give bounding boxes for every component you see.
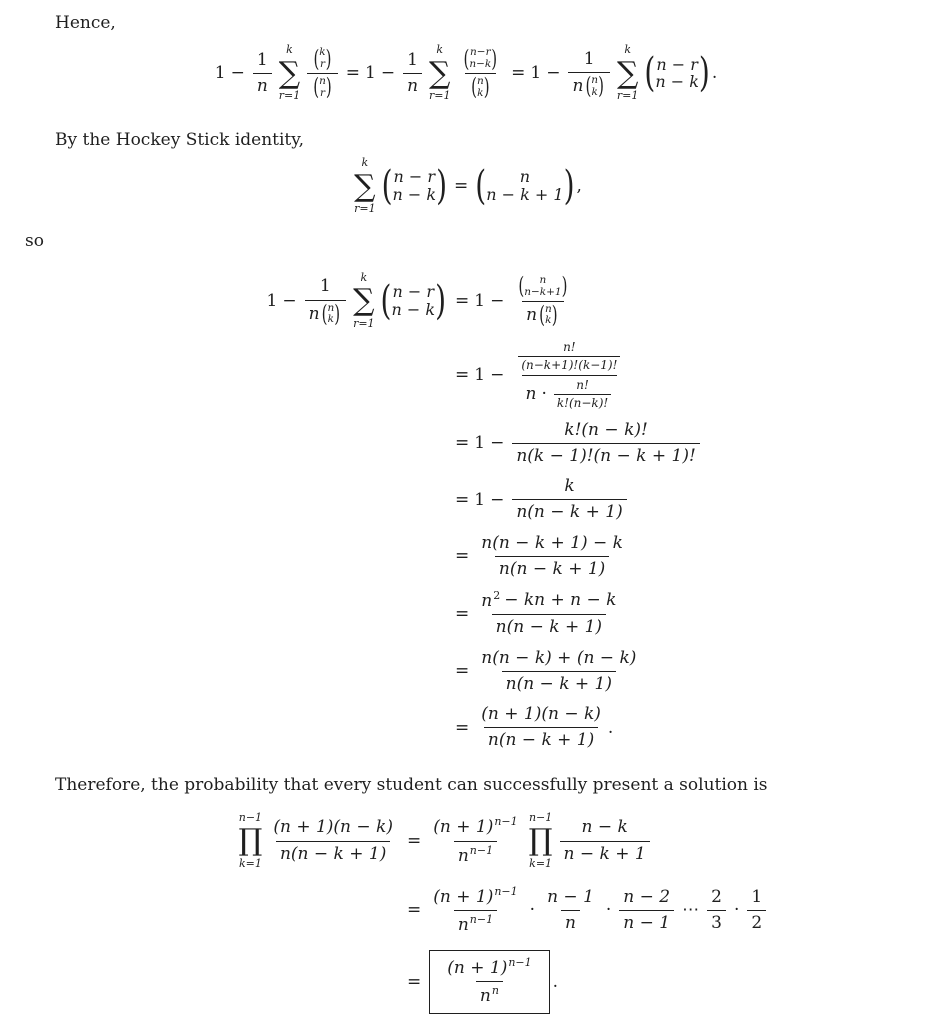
fraction — [269, 817, 397, 865]
binomial-entries — [327, 303, 334, 327]
product-lower-limit: k=1 — [529, 856, 553, 870]
equation-line — [450, 589, 623, 639]
power-term — [458, 844, 493, 867]
math-group — [526, 378, 614, 411]
denominator: n − 1 — [619, 910, 674, 934]
sigma-symbol: ∑ — [353, 283, 375, 319]
sum-lower-limit: r=1 — [429, 89, 451, 103]
display-equation-1 — [0, 44, 932, 103]
equals-operator: = — [511, 63, 526, 84]
denominator: n — [403, 73, 422, 97]
minus-operator: − — [282, 291, 297, 312]
paragraph-so: so — [25, 230, 44, 251]
numerator — [477, 589, 620, 614]
fraction — [307, 44, 337, 101]
superscript: n−1 — [508, 956, 532, 969]
binomial-bottom: k — [327, 313, 334, 326]
sum-upper-limit: k — [360, 270, 368, 284]
derivation-rhs — [450, 272, 932, 329]
power-term — [481, 589, 500, 612]
numerator: 1 — [256, 49, 268, 70]
derivation-lhs — [0, 272, 450, 331]
right-paren: ) — [561, 272, 568, 301]
numerator: n(n − k + 1) − k — [481, 532, 623, 553]
fraction — [512, 476, 626, 524]
numerator: n − k — [581, 817, 628, 838]
denominator: n(k − 1)!(n − k + 1)! — [512, 443, 699, 467]
left-paren: ( — [313, 44, 320, 73]
binomial-bottom: r — [319, 86, 325, 99]
denominator — [568, 72, 609, 99]
equation-line — [267, 272, 448, 331]
binomial-top: n − r — [392, 282, 435, 302]
sigma-symbol: ∑ — [354, 168, 376, 204]
right-paren: ) — [436, 161, 448, 210]
binomial-bottom: n−k+1 — [524, 285, 562, 298]
numerator: 1 — [583, 48, 595, 69]
derivation-block — [0, 272, 932, 752]
right-paren: ) — [334, 299, 341, 328]
equation-line — [450, 533, 630, 581]
product-lower-limit: k=1 — [238, 856, 262, 870]
superscript: 2 — [493, 589, 501, 603]
fraction — [477, 589, 620, 639]
binomial — [381, 161, 448, 210]
binomial-top: n — [519, 167, 531, 187]
numerator — [512, 272, 573, 301]
paragraph-hence: Hence, — [55, 13, 116, 33]
fraction — [443, 956, 535, 1008]
binomial — [471, 73, 490, 101]
math-number: 1 — [266, 291, 278, 312]
binomial-top: n − r — [393, 167, 436, 187]
denominator: (n−k+1)!(k−1)! — [518, 356, 620, 373]
binomial-bottom: n − k — [655, 72, 699, 92]
right-paren: ) — [325, 44, 332, 73]
power-term — [433, 815, 517, 838]
base: n — [479, 986, 491, 1007]
fraction — [403, 50, 422, 98]
binomial-top: n — [544, 302, 552, 315]
cdot-operator: · — [529, 900, 536, 921]
sum-operator — [429, 44, 450, 103]
binomial-entries — [591, 75, 598, 99]
sum-operator — [353, 272, 374, 331]
superscript: n−1 — [494, 884, 518, 898]
sum-upper-limit: k — [286, 43, 293, 57]
denominator: k!(n−k)! — [554, 394, 611, 411]
base: (n + 1) — [433, 817, 494, 838]
fraction — [554, 378, 611, 411]
cdot-operator: · — [733, 900, 740, 921]
binomial-bottom: k — [477, 86, 484, 99]
cdot-operator: · — [541, 383, 547, 404]
superscript: n−1 — [494, 815, 518, 829]
math-run: − kn + n − k — [504, 590, 617, 611]
equals-operator: = — [455, 433, 470, 454]
power-term — [433, 885, 517, 908]
equation-line — [402, 950, 558, 1014]
base: n — [481, 591, 493, 612]
minus-operator: − — [490, 365, 505, 386]
boxed-answer — [429, 950, 549, 1014]
left-paren: ( — [463, 44, 470, 73]
variable-n: n — [572, 75, 584, 96]
fraction — [512, 272, 573, 329]
binomial — [313, 44, 332, 73]
fraction — [512, 420, 699, 468]
math-group — [572, 71, 605, 100]
derivation-rhs — [450, 704, 932, 752]
numerator: 1 — [751, 886, 763, 907]
binomial — [518, 272, 568, 301]
left-paren: ( — [539, 300, 545, 329]
numerator — [429, 815, 521, 840]
equation-line — [402, 885, 769, 937]
math-number: 1 — [474, 489, 486, 510]
denominator: n(n − k + 1) — [495, 556, 609, 580]
derivation-rhs — [450, 533, 932, 581]
derivation-rhs — [450, 340, 932, 411]
pi-symbol: ∏ — [238, 823, 263, 859]
sum-upper-limit: k — [624, 43, 631, 57]
fraction — [560, 817, 650, 865]
numerator — [458, 44, 504, 73]
derivation-rhs — [450, 648, 932, 696]
paragraph-hockey-stick: By the Hockey Stick identity, — [55, 129, 305, 150]
equals-operator: = — [407, 831, 422, 852]
left-paren: ( — [644, 48, 656, 97]
comma: , — [576, 176, 582, 197]
sum-upper-limit: k — [361, 155, 369, 169]
sum-lower-limit: r=1 — [353, 316, 375, 330]
numerator: k!(n − k)! — [564, 419, 648, 440]
fraction — [429, 885, 521, 937]
denominator: n(n − k + 1) — [484, 727, 598, 751]
fraction — [518, 340, 620, 373]
binomial-entries — [319, 76, 326, 100]
left-paren: ( — [518, 272, 525, 301]
period: . — [552, 971, 559, 992]
fraction — [253, 50, 272, 98]
equation-line — [350, 157, 582, 216]
numerator: (n + 1)(n − k) — [273, 817, 393, 838]
equation-line — [450, 340, 629, 411]
right-paren: ) — [563, 161, 575, 210]
math-number: 1 — [474, 365, 486, 386]
derivation-rhs — [450, 476, 932, 524]
period: . — [711, 63, 718, 84]
superscript: n — [491, 984, 499, 998]
binomial — [475, 161, 575, 210]
binomial-entries — [655, 56, 699, 92]
equals-operator: = — [454, 176, 469, 197]
denominator: n — [253, 73, 272, 97]
fraction — [477, 533, 627, 581]
numerator: k — [564, 476, 575, 497]
sum-operator — [354, 157, 375, 216]
minus-operator: − — [230, 63, 245, 84]
binomial-bottom: n−k — [469, 58, 492, 71]
right-paren: ) — [491, 44, 498, 73]
cdots-ellipsis: ⋯ — [682, 900, 700, 921]
left-paren: ( — [313, 73, 320, 101]
product-operator — [238, 812, 262, 871]
equation-line — [450, 420, 703, 468]
equals-operator: = — [345, 63, 360, 84]
minus-operator: − — [490, 489, 505, 510]
fraction — [429, 815, 521, 867]
math-group — [308, 299, 342, 328]
numerator: 1 — [407, 49, 418, 70]
numerator: (n + 1)(n − k) — [481, 704, 601, 725]
binomial-entries — [545, 304, 552, 328]
math-group — [526, 300, 559, 329]
sum-lower-limit: r=1 — [278, 89, 301, 103]
equals-operator: = — [407, 971, 422, 992]
base: (n + 1) — [447, 958, 508, 978]
fraction — [477, 704, 605, 752]
sum-operator — [617, 44, 638, 103]
sum-upper-limit: k — [436, 43, 444, 57]
denominator — [307, 73, 337, 100]
denominator: n(n − k + 1) — [492, 614, 606, 638]
display-equation-2 — [0, 157, 932, 216]
numerator — [443, 956, 535, 981]
math-number: 1 — [530, 63, 542, 84]
equation-line — [450, 476, 630, 524]
superscript: n−1 — [469, 843, 494, 857]
minus-operator: − — [490, 433, 505, 454]
binomial-top: n — [319, 74, 326, 87]
binomial — [463, 44, 498, 73]
binomial-top: n−r — [470, 46, 491, 59]
right-paren: ) — [435, 276, 446, 325]
variable-n: n — [308, 303, 320, 324]
numerator: n! — [563, 339, 576, 354]
denominator — [522, 375, 618, 411]
fraction — [568, 49, 609, 99]
derivation-rhs — [450, 420, 932, 468]
derivation-lhs — [0, 812, 402, 871]
binomial-bottom: n − k — [391, 300, 436, 320]
numerator — [512, 340, 626, 375]
derivation-rhs — [450, 589, 932, 639]
math-number: 1 — [474, 433, 486, 454]
binomial-entries — [524, 275, 561, 299]
equals-operator: = — [455, 489, 470, 510]
binomial-bottom: n − k + 1 — [486, 185, 564, 205]
equals-operator: = — [455, 661, 470, 682]
binomial — [380, 276, 446, 325]
minus-operator: − — [546, 63, 561, 84]
math-number: 1 — [364, 63, 376, 84]
left-paren: ( — [471, 73, 477, 101]
numerator: n! — [576, 377, 589, 392]
equals-operator: = — [455, 603, 470, 624]
equals-operator: = — [455, 291, 470, 312]
equals-operator: = — [455, 365, 470, 386]
math-number: 1 — [214, 63, 226, 84]
numerator: 1 — [319, 276, 331, 297]
left-paren: ( — [321, 299, 328, 328]
denominator — [522, 301, 563, 328]
equation-line — [450, 648, 643, 696]
denominator: 2 — [747, 910, 766, 934]
right-paren: ) — [325, 73, 332, 101]
binomial-top: k — [319, 46, 326, 59]
binomial — [644, 48, 710, 97]
numerator: n(n − k) + (n − k) — [481, 647, 637, 668]
sum-lower-limit: r=1 — [616, 89, 639, 103]
minus-operator: − — [490, 291, 505, 312]
fraction — [305, 276, 346, 326]
pi-symbol: ∏ — [528, 823, 553, 859]
cdot-operator: · — [605, 900, 612, 921]
binomial — [321, 299, 341, 328]
binomial-entries — [477, 76, 484, 100]
right-paren: ) — [483, 73, 490, 101]
equals-operator: = — [407, 900, 422, 921]
math-number: 1 — [474, 291, 486, 312]
product-upper-limit: n−1 — [238, 810, 263, 824]
product-upper-limit: n−1 — [528, 810, 553, 824]
denominator: n(n − k + 1) — [512, 499, 626, 523]
power-term — [480, 984, 499, 1007]
sum-operator — [279, 44, 300, 103]
binomial-entries — [393, 168, 437, 204]
period: . — [607, 717, 614, 738]
equals-operator: = — [455, 546, 470, 567]
variable-n: n — [525, 383, 537, 404]
superscript: n−1 — [469, 912, 494, 926]
binomial-top: n — [327, 301, 335, 314]
denominator: n(n − k + 1) — [276, 841, 390, 865]
equation-line — [450, 272, 576, 329]
denominator — [476, 981, 503, 1007]
variable-n: n — [526, 304, 538, 325]
denominator — [454, 841, 497, 867]
paragraph-therefore: Therefore, the probability that every student can successfully present a solution is — [55, 774, 768, 795]
right-paren: ) — [698, 48, 710, 97]
right-paren: ) — [598, 71, 604, 100]
sigma-symbol: ∑ — [616, 55, 639, 91]
sigma-symbol: ∑ — [278, 55, 301, 91]
numerator: n − 2 — [623, 886, 671, 907]
binomial-top: n — [539, 274, 547, 287]
denominator: 3 — [707, 910, 726, 934]
sigma-symbol: ∑ — [429, 55, 451, 91]
binomial-bottom: k — [545, 314, 552, 327]
binomial-bottom: k — [591, 85, 598, 98]
binomial-top: n − r — [656, 54, 698, 74]
equation-line — [450, 704, 613, 752]
equation-line — [402, 812, 653, 871]
left-paren: ( — [475, 161, 487, 210]
left-paren: ( — [380, 276, 392, 325]
denominator — [465, 73, 495, 100]
binomial-bottom: n − k — [392, 185, 437, 205]
sum-lower-limit: r=1 — [354, 202, 376, 216]
denominator: n — [561, 910, 580, 934]
denominator — [454, 910, 497, 936]
binomial-entries — [469, 47, 491, 71]
denominator: n − k + 1 — [560, 841, 650, 865]
left-paren: ( — [381, 161, 393, 210]
base: (n + 1) — [433, 886, 494, 907]
binomial — [539, 300, 558, 329]
fraction — [458, 44, 504, 101]
denominator: n(n − k + 1) — [502, 671, 616, 695]
binomial — [313, 73, 332, 101]
equation-line — [215, 44, 718, 103]
base: n — [457, 914, 469, 935]
derivation-rhs — [402, 950, 932, 1014]
numerator — [307, 44, 337, 73]
right-paren: ) — [551, 300, 558, 329]
denominator — [305, 300, 346, 327]
power-term — [447, 956, 531, 979]
base: n — [457, 845, 469, 866]
fraction — [512, 340, 626, 411]
final-derivation-block — [0, 812, 932, 1014]
binomial-top: n — [591, 73, 599, 86]
binomial-top: n — [476, 74, 484, 87]
derivation-rhs — [402, 885, 932, 937]
binomial-bottom: r — [319, 58, 325, 71]
derivation-rhs — [402, 812, 932, 871]
numerator: n − 1 — [547, 886, 594, 907]
product-operator — [529, 812, 553, 871]
power-term — [458, 913, 493, 936]
binomial — [585, 71, 604, 100]
left-paren: ( — [585, 71, 592, 100]
numerator: 2 — [711, 886, 722, 907]
fraction — [477, 648, 640, 696]
minus-operator: − — [380, 63, 396, 84]
equals-operator: = — [455, 717, 470, 738]
numerator — [429, 885, 521, 910]
equation-line — [234, 812, 400, 871]
binomial-entries — [486, 168, 563, 204]
binomial-entries — [391, 283, 435, 319]
